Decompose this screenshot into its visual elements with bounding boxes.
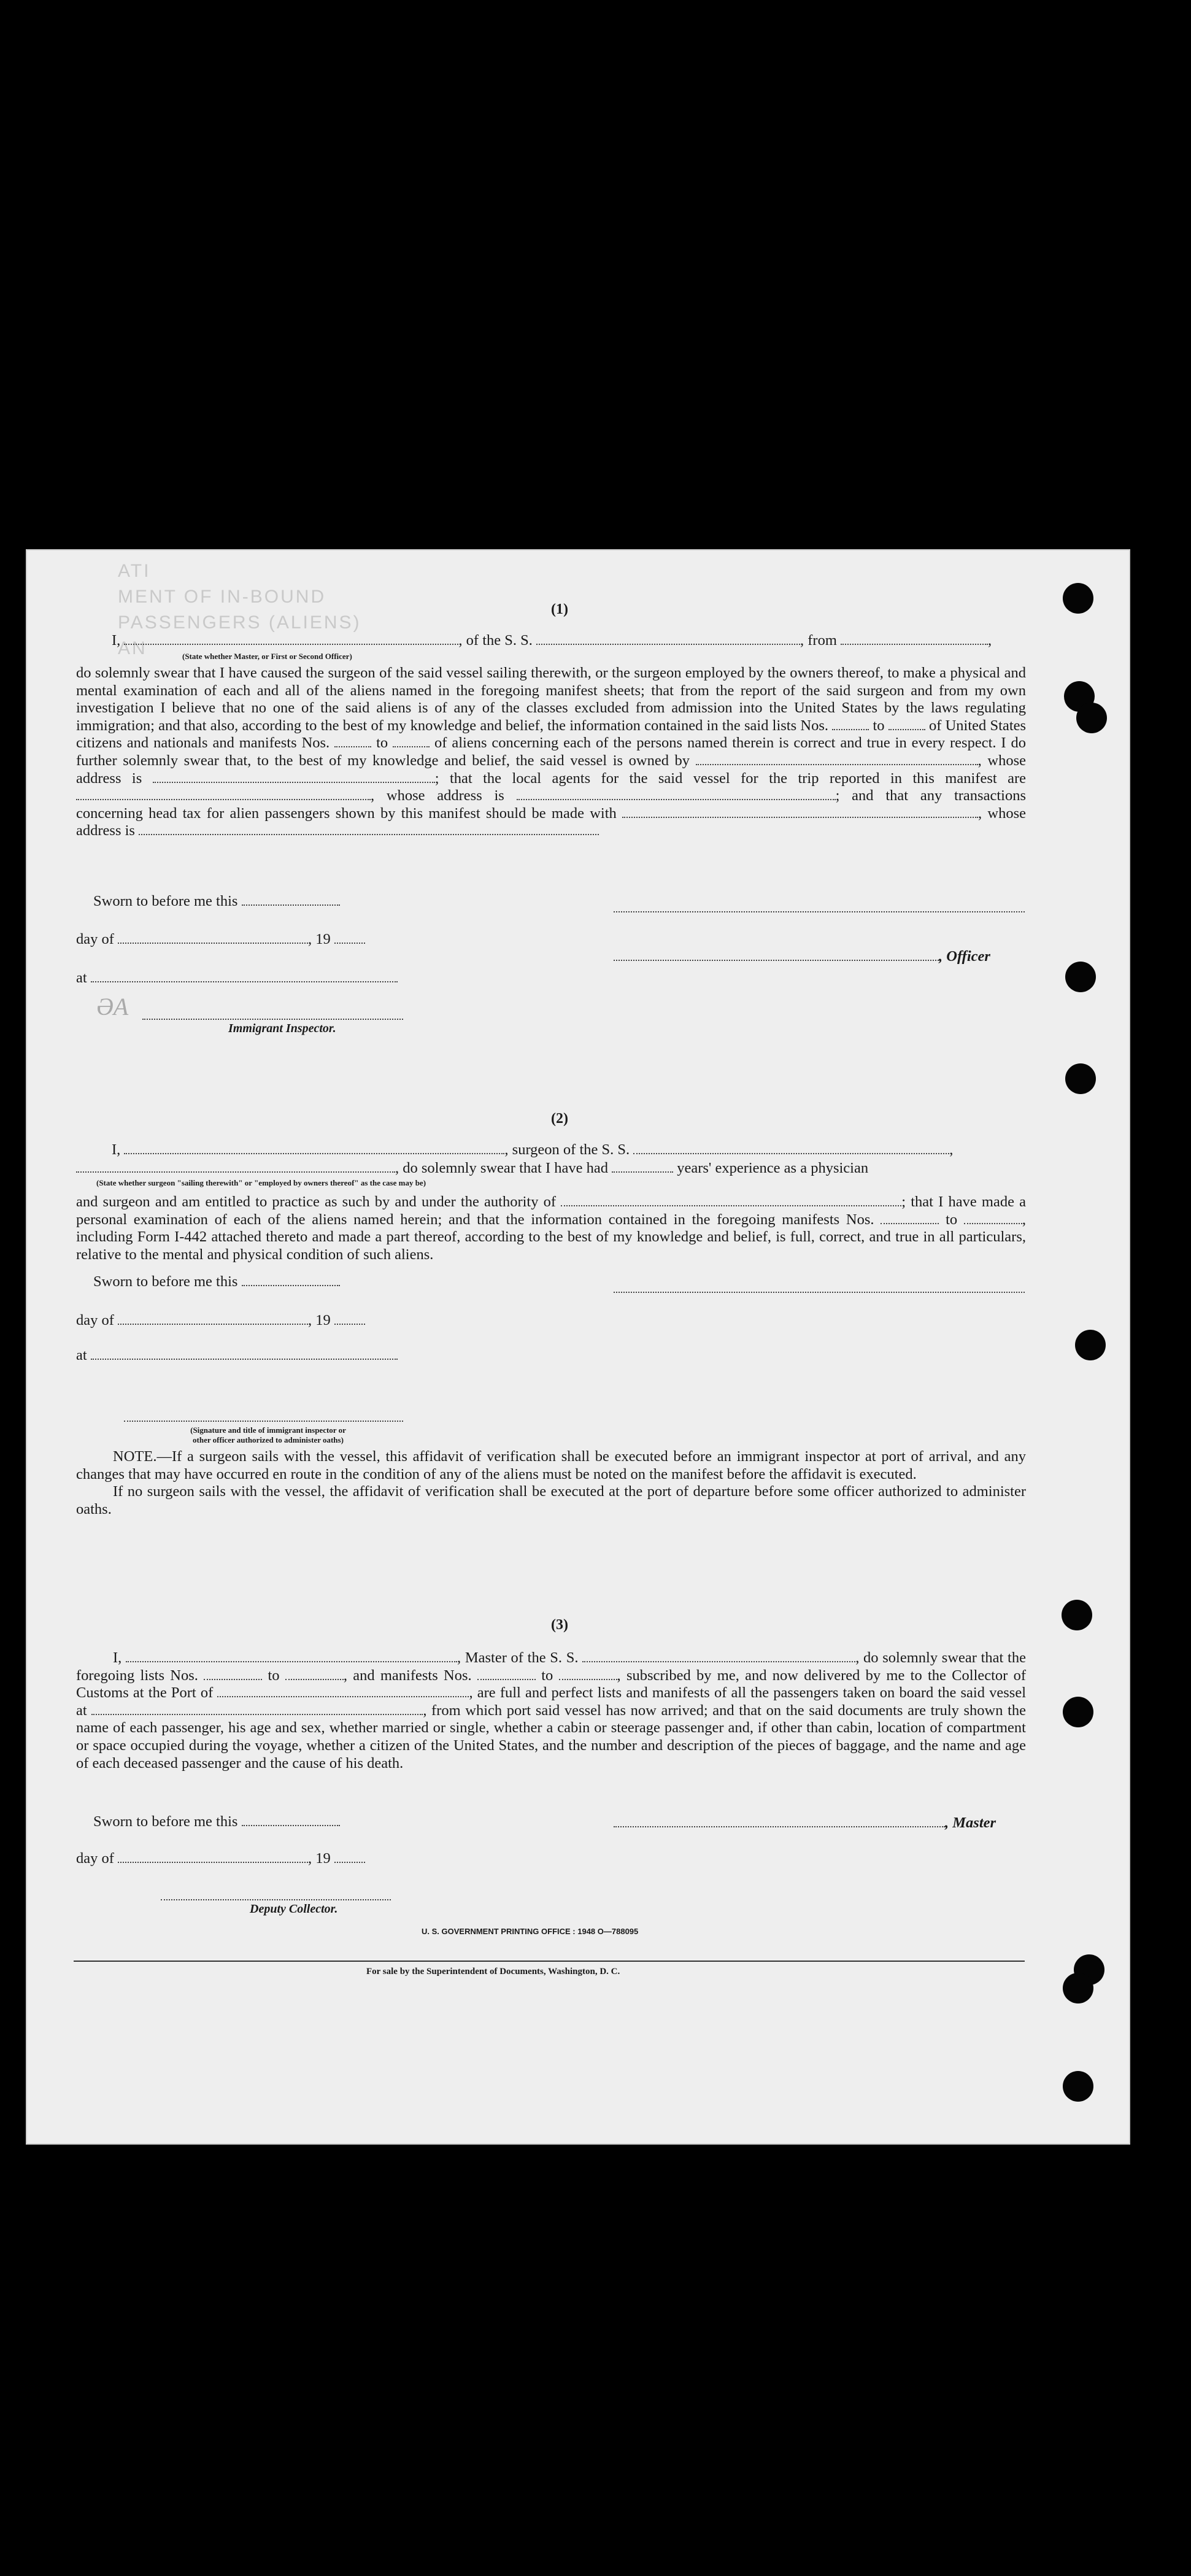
- agents-text: that the local agents for the said vessel for the trip reported in this manifest are: [449, 769, 1026, 787]
- surgeon-line: I, , surgeon of the S. S. ,: [112, 1141, 954, 1158]
- from-label: , from: [800, 632, 837, 649]
- sworn-line-3: [93, 1813, 340, 1830]
- binder-hole: [1063, 1697, 1093, 1727]
- binder-hole: [1076, 703, 1107, 733]
- i-label: I,: [113, 1649, 122, 1666]
- i-label: I,: [112, 632, 121, 649]
- manifests-to-blank[interactable]: [559, 1679, 617, 1680]
- master-line: [614, 1814, 996, 1832]
- officer-label: , Officer: [939, 948, 990, 965]
- lists-to-blank[interactable]: [888, 729, 925, 730]
- head-tax-party-blank[interactable]: [622, 817, 978, 818]
- month-blank[interactable]: [118, 943, 308, 944]
- at-label: at: [76, 1347, 87, 1363]
- full-lists-text: , are full and perfect lists and manifests of all the passengers taken on board the said vessel at: [76, 1684, 1027, 1719]
- place-blank[interactable]: [91, 981, 398, 982]
- signature-note-line-2: other officer authorized to administer oaths): [193, 1435, 344, 1444]
- master-of-label: , Master of the S. S.: [457, 1649, 579, 1666]
- inspector-initials-mark: ƏA: [96, 993, 129, 1020]
- head-tax-text: ; and that any transactions concerning head tax for alien passengers shown by this manifest should be made with: [76, 787, 1026, 822]
- section-3-paragraph: [76, 1649, 1026, 1772]
- binder-hole: [1063, 2071, 1093, 2102]
- sworn-date-blank[interactable]: [242, 1285, 340, 1286]
- printing-office-line: U. S. GOVERNMENT PRINTING OFFICE : 1948 O—788095: [422, 1927, 639, 1936]
- signature-blank[interactable]: [614, 911, 1025, 912]
- departure-port-blank[interactable]: [841, 644, 988, 645]
- surgeon-status-blank[interactable]: [76, 1171, 395, 1173]
- day-of-label: day of: [76, 1312, 114, 1328]
- to-label: to: [946, 1211, 958, 1228]
- collector-title: Deputy Collector.: [250, 1902, 338, 1916]
- binder-hole: [1065, 1063, 1096, 1094]
- lists-from-blank[interactable]: [832, 729, 869, 730]
- manifests-from-blank[interactable]: [881, 1223, 939, 1224]
- do-solemnly-label: , do solemnly swear that I have had: [395, 1160, 608, 1176]
- owner-blank[interactable]: [696, 764, 978, 765]
- inspector-signature-blank[interactable]: [142, 1019, 403, 1020]
- month-blank[interactable]: [118, 1862, 308, 1863]
- boarding-port-blank[interactable]: [91, 1714, 423, 1715]
- manifest-verification-page: [26, 549, 1130, 2145]
- surgeon-name-blank[interactable]: [124, 1153, 504, 1154]
- sworn-date-blank[interactable]: [242, 904, 340, 906]
- officer-signature-blank[interactable]: [614, 960, 939, 961]
- officer-name-blank[interactable]: [124, 644, 458, 645]
- day-line-2: [76, 1312, 365, 1329]
- note-text: —If a surgeon sails with the vessel, this affidavit of verification shall be executed before an immigrant inspector at port of arrival, and any changes that may have occurred en route in the condition of any of the aliens must be noted on the manifest before the affidavit is executed.: [76, 1448, 1026, 1483]
- to-label: to: [873, 717, 885, 734]
- head-tax-address-blank[interactable]: [139, 834, 599, 835]
- examination-text: that I have made a personal examination of each of the aliens named herein; and that the information contained in the foregoing manifests Nos.: [76, 1194, 1027, 1228]
- vessel-name-blank[interactable]: [633, 1153, 949, 1154]
- i-label: I,: [112, 1141, 121, 1158]
- owner-address-label: , whose address is: [76, 752, 1026, 787]
- head-tax-address-label: , whose address is: [76, 804, 1026, 839]
- arrival-text: , from which port said vessel has now arrived; and that on the said documents are truly shown the name of each passenger, his age and sex, whether married or single, whether a cabin or steerage passenger and, if other than cabin, location of compartment or space occupied during the voyage, whether a citizen of the United States, and the number and description of the pieces of baggage, and the name and age of each deceased passenger and the cause of his death.: [76, 1702, 1027, 1772]
- inspector-signature-blank[interactable]: [124, 1421, 403, 1422]
- ghost-line-1: ATI: [118, 561, 151, 581]
- collector-signature-blank[interactable]: [161, 1899, 391, 1900]
- surgeon-signature-blank[interactable]: [614, 1292, 1025, 1293]
- experience-line: [76, 1160, 868, 1177]
- year-blank[interactable]: [334, 1862, 365, 1863]
- to-label: to: [268, 1667, 280, 1684]
- lists-from-blank[interactable]: [204, 1679, 262, 1680]
- manifests-to-blank[interactable]: [393, 746, 430, 747]
- vessel-name-blank[interactable]: [536, 644, 800, 645]
- lists-to-blank[interactable]: [285, 1679, 344, 1680]
- years-label: years' experience as a physician: [677, 1160, 869, 1176]
- section-2-paragraph: and surgeon and am entitled to practice as such by and under the authority of ; that I have made a personal examination of each of the aliens named herein; and that the information contained in the foregoing manifests Nos. to , including Form I-442 attached thereto and made a part thereof, according to the best of my knowledge and belief, is full, correct, and true in all particulars, relative to the mental and physical condition of such aliens.: [76, 1194, 1027, 1263]
- binder-hole: [1062, 1600, 1092, 1630]
- officer-line: [614, 948, 990, 965]
- lists-text: swear that the foregoing lists Nos.: [76, 1649, 1026, 1684]
- note-label: NOTE.: [113, 1448, 157, 1465]
- master-label: , Master: [945, 1814, 996, 1831]
- to-label: to: [376, 735, 388, 752]
- section-1-paragraph: do solemnly swear that I have caused the surgeon of the said vessel sailing therewith, or the surgeon employed by the owners thereof, to make a physical and mental examination of each and all of the aliens named in the foregoing manifest sheets; that from the report of the said surgeon and from my own investigation I believe that no one of the said aliens is of any of the classes excluded from admission into the United States by the laws regulating immigration; and that also, according to the best of my knowledge and belief, the information contained in the said lists Nos. to of United States citizens and nationals and manifests Nos. to of aliens concerning each of the persons named therein is correct and true in every respect. I do further solemnly swear that, to the best of my knowledge and belief, the said vessel is owned by , whose address is ; that the local agents for the said vessel for the trip reported in this manifest are , whose address is ; and that any transactions concerning head tax for alien passengers shown by this manifest should be made with , whose address is: [76, 665, 1027, 839]
- inspector-title: Immigrant Inspector.: [228, 1022, 336, 1035]
- master-name-blank[interactable]: [126, 1661, 457, 1662]
- manifests-to-blank[interactable]: [964, 1223, 1022, 1224]
- agents-blank[interactable]: [76, 799, 371, 800]
- master-signature-blank[interactable]: [614, 1826, 945, 1827]
- for-sale-line: For sale by the Superintendent of Documents, Washington, D. C.: [366, 1967, 620, 1976]
- binder-hole: [1075, 1330, 1106, 1360]
- place-blank[interactable]: [91, 1359, 398, 1360]
- manifests-text: , and manifests Nos.: [343, 1667, 472, 1684]
- day-of-label: day of: [76, 1850, 114, 1867]
- authority-blank[interactable]: [561, 1205, 901, 1206]
- vessel-name-blank[interactable]: [582, 1661, 855, 1662]
- sworn-label: Sworn to before me this: [93, 893, 238, 909]
- note-paragraph-1: [76, 1448, 1026, 1483]
- do-solemnly-label: , do solemnly: [855, 1649, 938, 1666]
- year-label: , 19: [308, 931, 331, 947]
- year-blank[interactable]: [334, 943, 365, 944]
- sworn-line-2: [93, 1273, 340, 1290]
- manifests-from-blank[interactable]: [477, 1679, 536, 1680]
- at-line-1: [76, 970, 398, 987]
- agents-address-blank[interactable]: [517, 799, 836, 800]
- delivered-text: , subscribed by me, and now delivered by me to the Collector of Customs at the Port of: [76, 1667, 1027, 1702]
- owner-text: of aliens concerning each of the persons named therein is correct and true in every respect. I do further solemnly swear that, to the best of my knowledge and belief, the said vessel is owned by: [76, 735, 1027, 769]
- sworn-label: Sworn to before me this: [93, 1273, 238, 1290]
- officer-rank-note: (State whether Master, or First or Second Officer): [182, 652, 352, 661]
- sworn-line-1: [93, 893, 340, 910]
- agents-address-label: whose address is: [386, 787, 504, 804]
- signature-note-line-1: (Signature and title of immigrant inspector or: [190, 1425, 346, 1435]
- sworn-date-blank[interactable]: [242, 1825, 340, 1826]
- section-3-number: (3): [551, 1617, 568, 1633]
- day-line-1: [76, 931, 365, 948]
- condition-text: , including Form I-442 attached thereto and made a part thereof, according to the best of my knowledge and belief, is full, correct, and true in all particulars, relative to the mental and physical condition of such aliens.: [76, 1211, 1027, 1263]
- years-blank[interactable]: [612, 1171, 673, 1173]
- at-label: at: [76, 970, 87, 986]
- owner-address-blank[interactable]: [153, 782, 435, 783]
- binder-hole: [1063, 583, 1093, 614]
- ghost-line-2: MENT OF IN-BOUND PASSENGERS (ALIENS): [118, 587, 361, 633]
- signature-note: [124, 1425, 412, 1445]
- sworn-label: Sworn to before me this: [93, 1813, 238, 1830]
- section-2-number: (2): [551, 1111, 568, 1127]
- note-block: [76, 1448, 1026, 1518]
- year-blank[interactable]: [334, 1324, 365, 1325]
- arrival-port-blank[interactable]: [217, 1696, 469, 1697]
- to-label: to: [541, 1667, 553, 1684]
- year-label: , 19: [308, 1312, 331, 1328]
- citizens-text: of United States citizens and nationals and manifests Nos.: [76, 717, 1027, 752]
- manifests-from-blank[interactable]: [334, 746, 371, 747]
- of-ss-label: , of the S. S.: [458, 632, 533, 649]
- section-1-number: (1): [551, 601, 568, 617]
- ghost-line-3: AN: [118, 638, 147, 658]
- oath-text: do solemnly swear that I have caused the surgeon of the said vessel sailing therewith, or the surgeon employed by the owners thereof, to make a physical and mental examination of each and all of the aliens named in the foregoing manifest sheets; that from the report of the said surgeon and from my own investigation I believe that no one of the said aliens is of any of the classes excluded from admission into the United States by the laws regulating immigration; and that also, according to the best of my knowledge and belief, the information contained in the said lists Nos.: [76, 665, 1026, 734]
- surgeon-status-note: (State whether surgeon "sailing therewith" or "employed by owners thereof" as the case may be): [96, 1178, 426, 1187]
- authority-text: and surgeon and am entitled to practice as such by and under the authority of: [76, 1194, 557, 1210]
- at-line-2: [76, 1347, 398, 1364]
- year-label: , 19: [308, 1850, 331, 1867]
- section-1-declarant-line: I, , of the S. S. , from ,: [112, 632, 992, 649]
- footer-rule: [74, 1961, 1025, 1962]
- day-line-3: [76, 1850, 365, 1867]
- day-of-label: day of: [76, 931, 114, 947]
- binder-hole: [1063, 1973, 1093, 2003]
- note-paragraph-2: If no surgeon sails with the vessel, the affidavit of verification shall be executed at the port of departure before some officer authorized to administer oaths.: [76, 1483, 1026, 1517]
- binder-hole: [1065, 962, 1096, 992]
- month-blank[interactable]: [118, 1324, 308, 1325]
- surgeon-of-label: , surgeon of the S. S.: [504, 1141, 630, 1158]
